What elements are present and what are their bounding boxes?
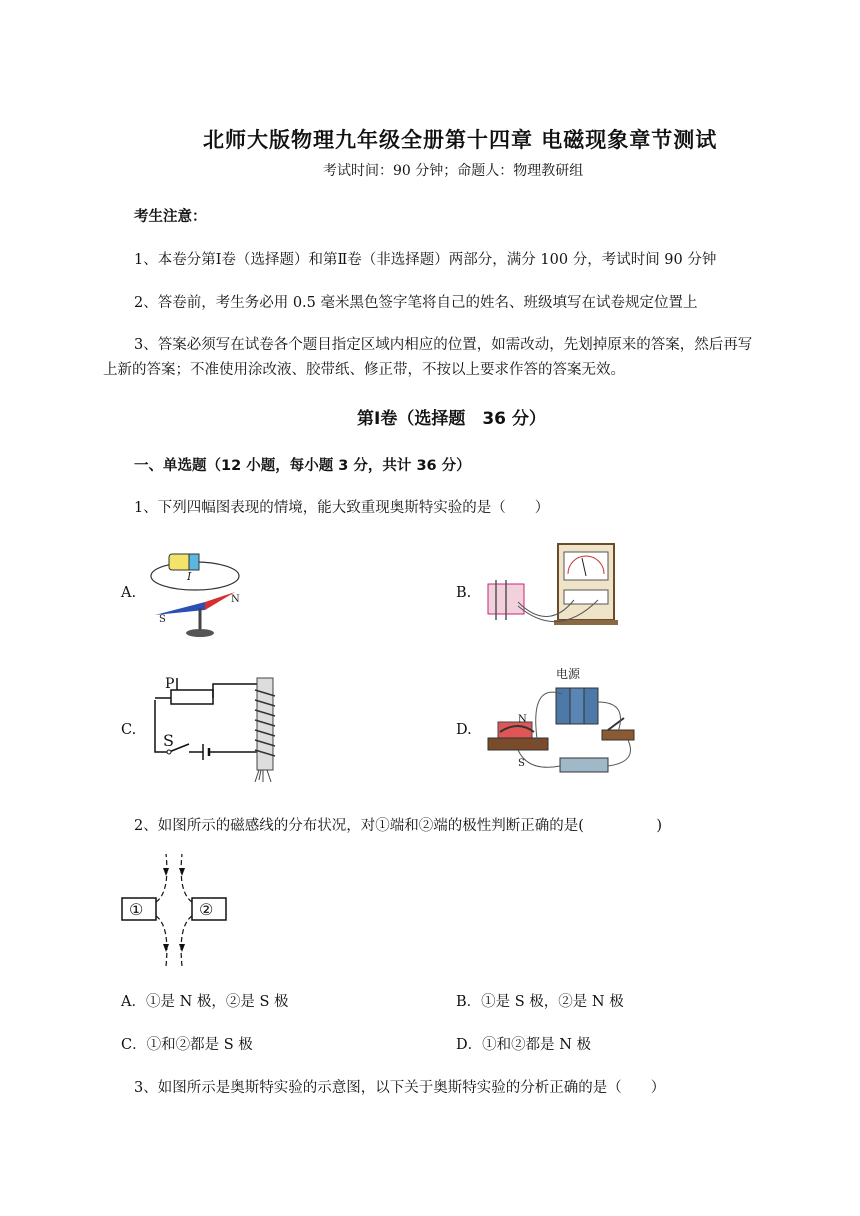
notice-item-2: 2、答卷前，考生务必用 0.5 毫米黑色签字笔将自己的姓名、班级填写在试卷规定位置上 bbox=[134, 295, 698, 311]
exam-info: 考试时间：90 分钟；命题人：物理教研组 bbox=[323, 163, 584, 179]
q1-option-c-label: C. bbox=[121, 722, 137, 738]
q1-d-power-label: 电源 bbox=[556, 667, 581, 681]
q2-end-1-label: ① bbox=[129, 900, 144, 919]
question-1-stem: 1、下列四幅图表现的情境，能大致重现奥斯特实验的是（ ） bbox=[134, 500, 550, 516]
q1-c-s-label: S bbox=[163, 731, 174, 750]
q2-option-c: C．①和②都是 S 极 bbox=[121, 1037, 253, 1053]
part-heading: 一、单选题（12 小题，每小题 3 分，共计 36 分） bbox=[134, 458, 471, 474]
notice-item-3-cont: 上新的答案；不准使用涂改液、胶带纸、修正带，不按以上要求作答的答案无效。 bbox=[103, 362, 625, 378]
q1-d-s-label: S bbox=[518, 758, 525, 769]
question-3-stem: 3、如图所示是奥斯特实验的示意图，以下关于奥斯特实验的分析正确的是（ ） bbox=[134, 1080, 666, 1096]
q2-option-d: D．①和②都是 N 极 bbox=[456, 1037, 592, 1053]
q2-end-2-label: ② bbox=[199, 900, 214, 919]
q1-figure-d bbox=[478, 662, 643, 787]
q1-a-current-label: I bbox=[187, 570, 192, 583]
q1-c-p-label: P bbox=[165, 676, 175, 692]
notice-item-3: 3、答案必须写在试卷各个题目指定区域内相应的位置，如需改动，先划掉原来的答案，然后再写 bbox=[134, 337, 753, 353]
q1-option-d-label: D. bbox=[456, 722, 472, 738]
q1-a-s-label: S bbox=[159, 614, 166, 625]
q2-option-a: A．①是 N 极，②是 S 极 bbox=[121, 994, 289, 1010]
q1-figure-a bbox=[145, 540, 255, 640]
notice-item-1: 1、本卷分第Ⅰ卷（选择题）和第Ⅱ卷（非选择题）两部分，满分 100 分，考试时间 90 分钟 bbox=[134, 252, 717, 268]
q1-d-n-label: N bbox=[518, 714, 527, 725]
page-title: 北师大版物理九年级全册第十四章 电磁现象章节测试 bbox=[203, 128, 718, 152]
notice-heading: 考生注意： bbox=[134, 209, 207, 225]
q1-option-b-label: B. bbox=[456, 585, 472, 601]
q2-option-b: B．①是 S 极，②是 N 极 bbox=[456, 994, 624, 1010]
section-title: 第Ⅰ卷（选择题 36 分） bbox=[357, 409, 546, 429]
q1-figure-c bbox=[145, 670, 290, 785]
question-2-stem: 2、如图所示的磁感线的分布状况，对①端和②端的极性判断正确的是( ) bbox=[134, 818, 663, 834]
q1-option-a-label: A. bbox=[121, 585, 137, 601]
q1-a-n-label: N bbox=[231, 594, 240, 605]
q1-figure-b bbox=[478, 540, 628, 640]
q2-magnetic-field-figure bbox=[120, 852, 228, 968]
